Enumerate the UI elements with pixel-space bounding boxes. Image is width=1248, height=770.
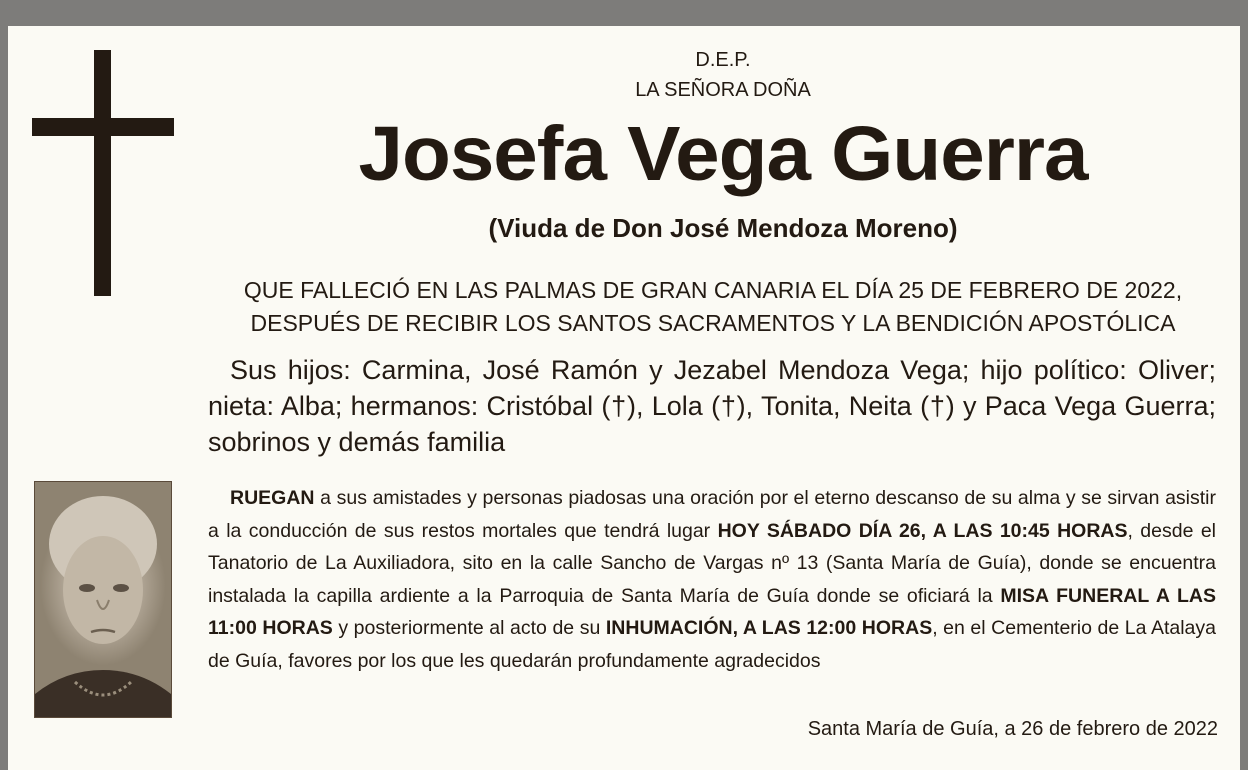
obituary-card bbox=[8, 26, 1240, 770]
widow-of-line: (Viuda de Don José Mendoza Moreno) bbox=[488, 213, 958, 243]
cross-icon bbox=[32, 50, 174, 296]
family-paragraph: Sus hijos: Carmina, José Ramón y Jezabel Mendoza Vega; hijo político: Oliver; nieta: Alba; hermanos: Cristóbal (†), Lola (†), Tonita, Neita (†) y Paca Vega Guerra; sobrinos y demás familia bbox=[208, 355, 1216, 457]
request-bold-4: INHUMACIÓN, A LAS 12:00 HORAS bbox=[605, 617, 933, 639]
portrait-figure bbox=[35, 482, 171, 717]
request-bold-3: MISA FUNERAL A LAS 11:00 HORAS bbox=[208, 584, 1216, 639]
death-line-2: DESPUÉS DE RECIBIR LOS SANTOS SACRAMENTOS Y LA BENDICIÓN APOSTÓLICA bbox=[250, 310, 1176, 336]
title-prefix: LA SEÑORA DOÑA bbox=[635, 79, 811, 101]
death-line-1: QUE FALLECIÓ EN LAS PALMAS DE GRAN CANARIA EL DÍA 25 DE FEBRERO DE 2022, bbox=[243, 277, 1183, 303]
request-paragraph bbox=[208, 482, 1216, 677]
request-text-2: , desde el Tanatorio de La Auxiliadora, sito en la calle Sancho de Vargas nº 13 (Santa María de Guía), donde se encuentra instalada la capilla ardiente a la Parroquia de Santa María de Guía donde se oficiará la bbox=[208, 519, 1216, 607]
request-bold-1: RUEGAN bbox=[230, 487, 315, 509]
request-text-4: , en el Cementerio de La Atalaya de Guía, favores por los que les quedarán profundamente agradecidos bbox=[208, 617, 1216, 672]
request-text-3: y posteriormente al acto de su bbox=[332, 617, 606, 639]
dep-heading: D.E.P. bbox=[695, 49, 751, 71]
death-announcement bbox=[208, 274, 1218, 340]
dateline: Santa María de Guía, a 26 de febrero de 2022 bbox=[807, 718, 1218, 740]
request-bold-2: HOY SÁBADO DÍA 26, A LAS 10:45 HORAS bbox=[717, 519, 1128, 542]
request-text-1: a sus amistades y personas piadosas una oración por el eterno descanso de su alma y se sirvan asistir a la conducción de sus restos mortales que tendrá lugar bbox=[208, 487, 1216, 542]
deceased-name: Josefa Vega Guerra bbox=[358, 110, 1088, 197]
portrait-photo bbox=[34, 481, 172, 718]
